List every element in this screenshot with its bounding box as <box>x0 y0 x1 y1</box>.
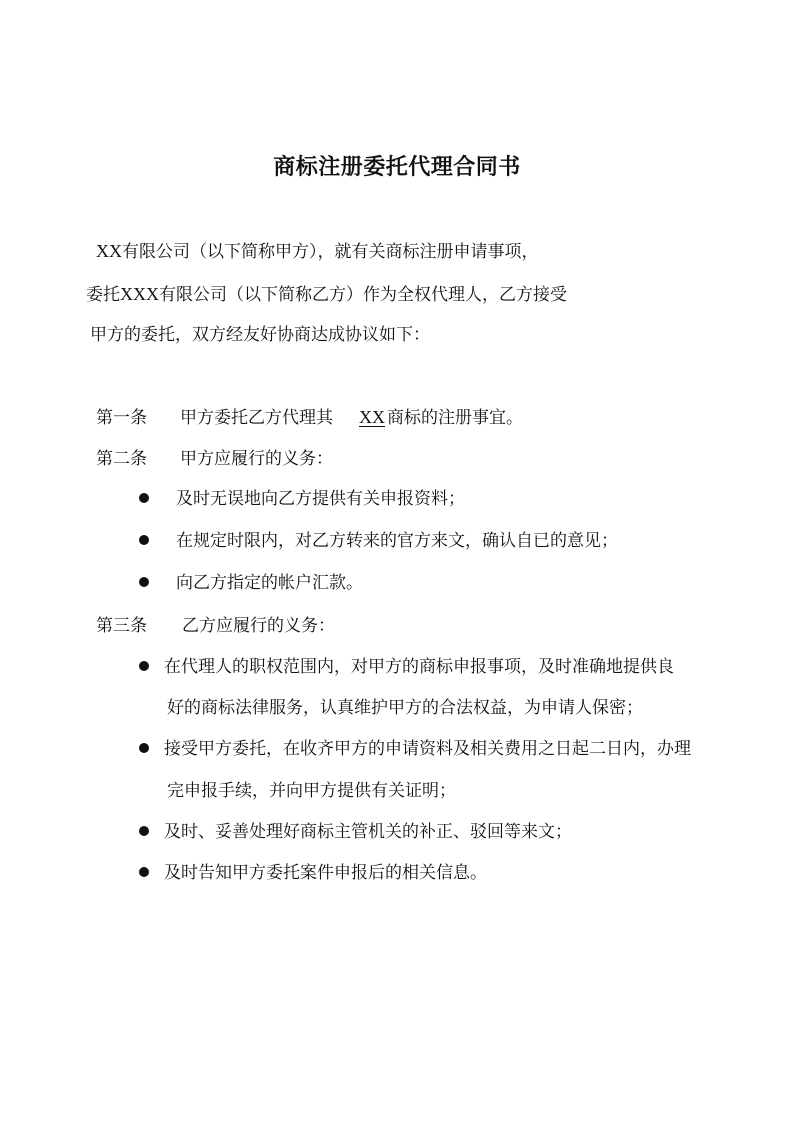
bullet-icon <box>139 577 149 587</box>
bullet-icon <box>139 493 149 503</box>
article-2-heading-text: 甲方应履行的义务： <box>180 449 333 469</box>
intro-line-2 <box>86 282 567 307</box>
article-2-item-3: 向乙方指定的帐户汇款。 <box>176 573 363 593</box>
article-3-item-2-line-2: 完申报手续，并向甲方提供有关证明； <box>167 781 456 801</box>
intro-line-3 <box>90 323 430 347</box>
article-3-item-1-line-1: 在代理人的职权范围内，对甲方的商标申报事项，及时准确地提供良 <box>164 657 674 677</box>
party-b-name-placeholder: XXX <box>120 284 159 304</box>
article-1 <box>96 405 523 430</box>
intro-line-3-text: 甲方的委托，双方经友好协商达成协议如下： <box>90 325 430 345</box>
article-3-label: 第三条 <box>96 616 147 636</box>
article-3-item-1-line-2: 好的商标法律服务，认真维护甲方的合法权益，为申请人保密； <box>167 698 643 718</box>
article-2-item-2: 在规定时限内，对乙方转来的官方来文，确认自已的意见； <box>176 531 618 551</box>
article-3-item-2-line-1: 接受甲方委托，在收齐甲方的申请资料及相关费用之日起二日内，办理 <box>164 739 691 759</box>
article-1-text-after: 商标的注册事宜。 <box>387 408 523 428</box>
intro-line-2-prefix: 委托 <box>86 285 120 305</box>
bullet-icon <box>139 826 149 836</box>
article-2-label: 第二条 <box>96 449 147 469</box>
bullet-icon <box>139 743 149 753</box>
trademark-name-blank: XX <box>359 407 385 427</box>
intro-line-1 <box>96 239 539 264</box>
article-3-heading <box>96 614 335 638</box>
bullet-icon <box>139 661 149 671</box>
document-title: 商标注册委托代理合同书 <box>273 154 521 180</box>
intro-line-1-text: 有限公司（以下简称甲方），就有关商标注册申请事项， <box>122 242 539 262</box>
article-3-heading-text: 乙方应履行的义务： <box>182 616 335 636</box>
article-1-label: 第一条 <box>96 408 147 428</box>
article-2-heading <box>96 447 333 471</box>
bullet-icon <box>139 535 149 545</box>
article-3-item-3: 及时、妥善处理好商标主管机关的补正、驳回等来文； <box>164 822 572 842</box>
bullet-icon <box>139 867 149 877</box>
article-3-item-4: 及时告知甲方委托案件申报后的相关信息。 <box>164 863 487 883</box>
article-2-item-1: 及时无误地向乙方提供有关申报资料； <box>176 489 465 509</box>
party-a-name-placeholder: XX <box>96 241 122 261</box>
intro-line-2-text: 有限公司（以下简称乙方）作为全权代理人，乙方接受 <box>159 285 567 305</box>
article-1-text-before: 甲方委托乙方代理其 <box>180 408 333 428</box>
